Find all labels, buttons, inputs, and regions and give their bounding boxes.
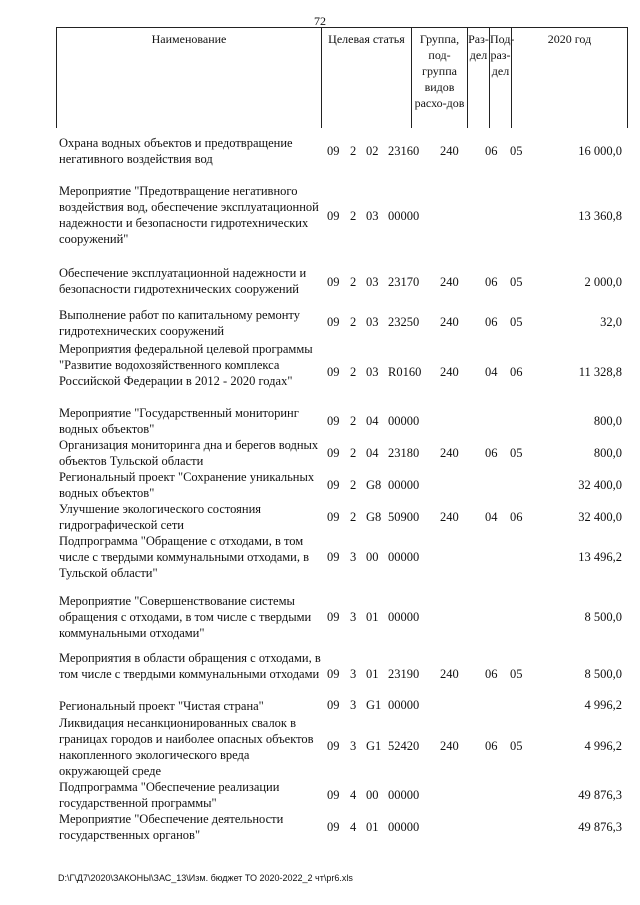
cell-subprogram: 3 xyxy=(350,739,357,753)
row-name: Организация мониторинга дна и берегов водных объектов Тульской области xyxy=(59,438,319,468)
cell-subsection: 06 xyxy=(510,365,523,379)
cell-main-event: 00 xyxy=(366,550,379,564)
cell-subprogram: 2 xyxy=(350,478,357,492)
cell-subsection: 05 xyxy=(510,739,523,753)
cell-program: 09 xyxy=(327,698,340,712)
cell-expense-group: 240 xyxy=(440,667,459,681)
cell-amount: 11 328,8 xyxy=(578,365,622,379)
cell-expense-group: 240 xyxy=(440,144,459,158)
header-expense-group: Группа, под-группа видов расхо-дов xyxy=(411,28,467,128)
cell-program: 09 xyxy=(327,446,340,460)
cell-amount: 4 996,2 xyxy=(584,739,622,753)
cell-expense-group: 240 xyxy=(440,739,459,753)
cell-amount: 2 000,0 xyxy=(584,275,622,289)
cell-direction: 23160 xyxy=(388,144,420,158)
cell-expense-group: 240 xyxy=(440,275,459,289)
cell-main-event: 00 xyxy=(366,788,379,802)
cell-direction: 23170 xyxy=(388,275,420,289)
cell-section: 06 xyxy=(485,667,498,681)
cell-subsection: 05 xyxy=(510,315,523,329)
cell-section: 06 xyxy=(485,739,498,753)
row-name: Подпрограмма "Обеспечение реализации государственной программы" xyxy=(59,780,280,810)
page-number: 72 xyxy=(314,14,326,28)
cell-subprogram: 2 xyxy=(350,315,357,329)
cell-amount: 800,0 xyxy=(593,446,622,460)
row-name: Мероприятия в области обращения с отходами, в том числе с твердыми коммунальными отходами xyxy=(59,651,321,681)
cell-amount: 800,0 xyxy=(593,414,622,428)
cell-main-event: G1 xyxy=(366,698,382,712)
cell-subsection: 05 xyxy=(510,144,523,158)
row-name: Выполнение работ по капитальному ремонту гидротехнических сооружений xyxy=(59,308,300,338)
file-path-footer: D:\Г\Д7\2020\ЗАКОНЫ\ЗАС_13\Изм. бюджет ТО 2020-2022_2 чт\pr6.xls xyxy=(58,873,353,883)
cell-subprogram: 3 xyxy=(350,667,357,681)
cell-amount: 49 876,3 xyxy=(578,820,622,834)
cell-program: 09 xyxy=(327,315,340,329)
cell-direction: 52420 xyxy=(388,739,420,753)
cell-section: 04 xyxy=(485,365,498,379)
cell-direction: 00000 xyxy=(388,550,420,564)
cell-program: 09 xyxy=(327,550,340,564)
cell-main-event: 03 xyxy=(366,315,379,329)
row-name: Региональный проект "Сохранение уникальных водных объектов" xyxy=(59,470,315,500)
cell-subsection: 05 xyxy=(510,446,523,460)
cell-subprogram: 2 xyxy=(350,209,357,223)
header-section: Раз-дел xyxy=(467,28,489,128)
row-name: Улучшение экологического состояния гидрографической сети xyxy=(59,502,262,532)
cell-amount: 8 500,0 xyxy=(584,667,622,681)
cell-subsection: 05 xyxy=(510,275,523,289)
cell-program: 09 xyxy=(327,414,340,428)
cell-main-event: 03 xyxy=(366,275,379,289)
cell-program: 09 xyxy=(327,478,340,492)
cell-subprogram: 2 xyxy=(350,365,357,379)
cell-direction: 50900 xyxy=(388,510,420,524)
cell-subprogram: 2 xyxy=(350,144,357,158)
row-name: Охрана водных объектов и предотвращение негативного воздействия вод xyxy=(59,136,293,166)
cell-main-event: 03 xyxy=(366,209,379,223)
cell-program: 09 xyxy=(327,739,340,753)
cell-subsection: 05 xyxy=(510,667,523,681)
cell-amount: 49 876,3 xyxy=(578,788,622,802)
cell-section: 06 xyxy=(485,275,498,289)
cell-main-event: 01 xyxy=(366,820,379,834)
cell-program: 09 xyxy=(327,510,340,524)
cell-amount: 13 496,2 xyxy=(578,550,622,564)
row-name: Мероприятие "Совершенствование системы обращения с отходами, в том числе с твердыми коммунальными отходами" xyxy=(59,594,312,640)
cell-expense-group: 240 xyxy=(440,446,459,460)
header-target-article: Целевая статья xyxy=(321,28,411,128)
cell-program: 09 xyxy=(327,365,340,379)
row-name: Подпрограмма "Обращение с отходами, в том числе с твердыми коммунальными отходами, в Тульской области" xyxy=(59,534,310,580)
row-name: Мероприятие "Государственный мониторинг водных объектов" xyxy=(59,406,299,436)
cell-main-event: 01 xyxy=(366,610,379,624)
cell-main-event: 01 xyxy=(366,667,379,681)
cell-direction: 00000 xyxy=(388,610,420,624)
cell-amount: 32 400,0 xyxy=(578,478,622,492)
cell-program: 09 xyxy=(327,788,340,802)
cell-amount: 4 996,2 xyxy=(584,698,622,712)
cell-expense-group: 240 xyxy=(440,510,459,524)
cell-main-event: 04 xyxy=(366,414,379,428)
cell-subprogram: 3 xyxy=(350,610,357,624)
row-name: Обеспечение эксплуатационной надежности и безопасности гидротехнических сооружений xyxy=(59,266,307,296)
cell-main-event: G8 xyxy=(366,510,382,524)
cell-expense-group: 240 xyxy=(440,365,459,379)
header-year: 2020 год xyxy=(511,28,627,128)
cell-expense-group: 240 xyxy=(440,315,459,329)
header-name: Наименование xyxy=(151,32,227,46)
row-name: Мероприятие "Обеспечение деятельности государственных органов" xyxy=(59,812,284,842)
cell-amount: 13 360,8 xyxy=(578,209,622,223)
cell-direction: 00000 xyxy=(388,698,420,712)
cell-main-event: 04 xyxy=(366,446,379,460)
cell-section: 04 xyxy=(485,510,498,524)
cell-subprogram: 4 xyxy=(350,788,357,802)
cell-subsection: 06 xyxy=(510,510,523,524)
cell-amount: 32,0 xyxy=(600,315,622,329)
cell-main-event: 03 xyxy=(366,365,379,379)
cell-direction: 00000 xyxy=(388,788,420,802)
cell-main-event: G8 xyxy=(366,478,382,492)
cell-direction: 00000 xyxy=(388,820,420,834)
cell-main-event: G1 xyxy=(366,739,382,753)
cell-subprogram: 2 xyxy=(350,510,357,524)
row-name: Ликвидация несанкционированных свалок в границах городов и наиболее опасных объектов накопленного экологического вреда окружающей среде xyxy=(59,716,314,778)
cell-subprogram: 4 xyxy=(350,820,357,834)
cell-direction: 00000 xyxy=(388,209,420,223)
cell-amount: 32 400,0 xyxy=(578,510,622,524)
cell-section: 06 xyxy=(485,144,498,158)
cell-program: 09 xyxy=(327,209,340,223)
cell-direction: 23190 xyxy=(388,667,420,681)
cell-main-event: 02 xyxy=(366,144,379,158)
row-name: Мероприятие "Предотвращение негативного воздействия вод, обеспечение эксплуатационной надежности и безопасности гидротехнических сооружений" xyxy=(59,184,319,246)
cell-subprogram: 2 xyxy=(350,414,357,428)
cell-amount: 8 500,0 xyxy=(584,610,622,624)
cell-direction: 00000 xyxy=(388,478,420,492)
cell-subprogram: 2 xyxy=(350,275,357,289)
cell-amount: 16 000,0 xyxy=(578,144,622,158)
cell-program: 09 xyxy=(327,667,340,681)
cell-direction: 23180 xyxy=(388,446,420,460)
cell-program: 09 xyxy=(327,275,340,289)
cell-section: 06 xyxy=(485,315,498,329)
cell-subprogram: 2 xyxy=(350,446,357,460)
cell-direction: R0160 xyxy=(388,365,422,379)
row-name: Региональный проект "Чистая страна" xyxy=(59,699,264,713)
header-subsection: Под-раз-дел xyxy=(489,28,511,128)
cell-program: 09 xyxy=(327,144,340,158)
cell-section: 06 xyxy=(485,446,498,460)
cell-program: 09 xyxy=(327,610,340,624)
cell-program: 09 xyxy=(327,820,340,834)
cell-direction: 00000 xyxy=(388,414,420,428)
cell-subprogram: 3 xyxy=(350,698,357,712)
cell-subprogram: 3 xyxy=(350,550,357,564)
row-name: Мероприятия федеральной целевой программы "Развитие водохозяйственного комплекса Российской Федерации в 2012 - 2020 годах" xyxy=(59,342,313,388)
cell-direction: 23250 xyxy=(388,315,420,329)
